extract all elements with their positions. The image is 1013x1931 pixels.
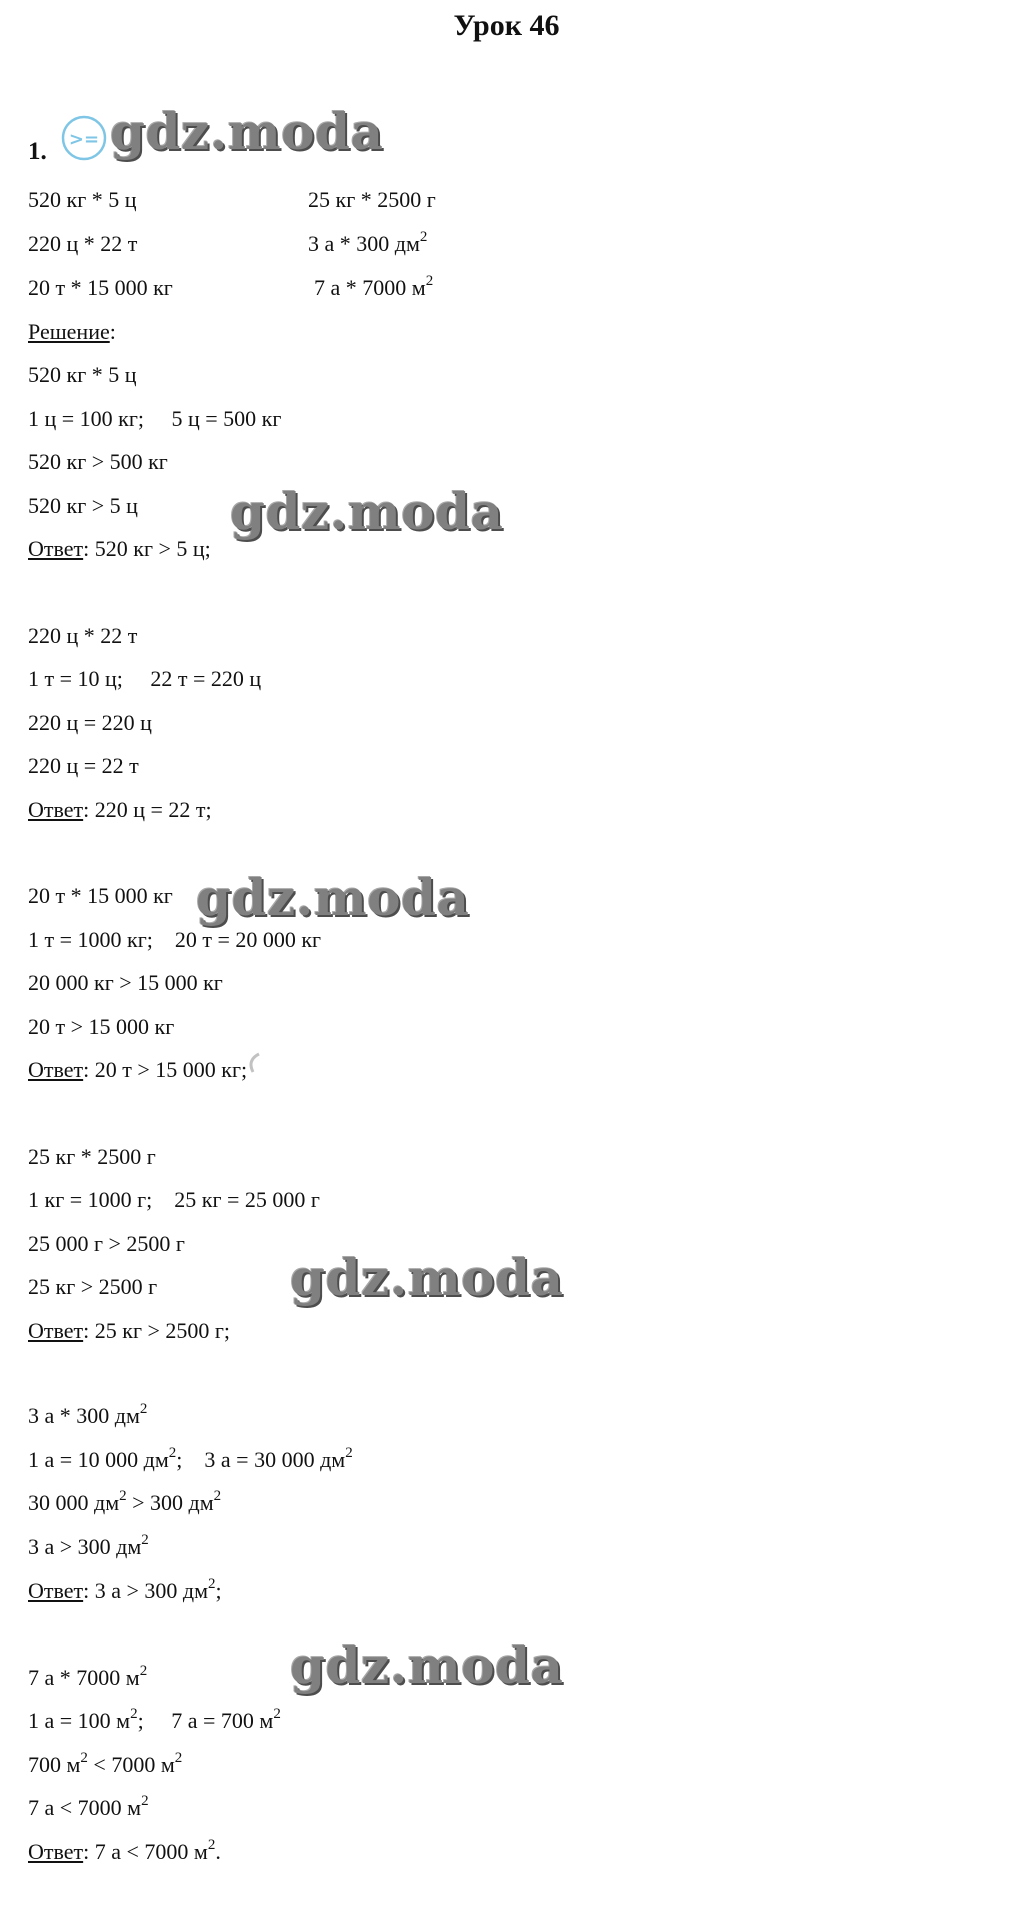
watermark: gdz.moda <box>110 102 384 161</box>
solution-line: 3 а * 300 $дм^2$ <box>28 1400 148 1428</box>
watermark: gdz.moda <box>290 1248 564 1307</box>
smudge-mark-icon <box>247 1052 263 1076</box>
solution-line: 3 а > 300 $дм^2$ <box>28 1531 149 1559</box>
solution-line: 1 ц = 100 кг; 5 ц = 500 кг <box>28 406 282 431</box>
solution-heading: Решение: <box>28 319 116 344</box>
comparison-right: 25 кг * 2500 г <box>308 187 436 212</box>
solution-line: 220 ц * 22 т <box>28 623 138 648</box>
solution-line: 700 $м^2 < 7000$ $м^2$ <box>28 1749 183 1777</box>
solution-line: 7 а < 7000 $м^2$ <box>28 1792 149 1820</box>
solution-line: 1 т = 10 ц; 22 т = 220 ц <box>28 666 262 691</box>
answer-line: Ответ: 7 а < 7000 $м^2$. <box>28 1836 221 1864</box>
logo-glyph: >= <box>68 129 100 150</box>
solution-line: 7 а * 7000 $м^2$ <box>28 1662 148 1690</box>
task-number: 1. <box>28 138 47 165</box>
answer-line: Ответ: 220 ц = 22 т; <box>28 797 212 822</box>
solution-line: 25 кг > 2500 г <box>28 1274 158 1299</box>
watermark: gdz.moda <box>230 482 504 541</box>
solution-line: 1 а = 100 $м^2$; 7 а = 700 $м^2$ <box>28 1705 281 1733</box>
solution-line: 20 т > 15 000 кг <box>28 1014 175 1039</box>
solution-line: 220 ц = 22 т <box>28 753 139 778</box>
solution-line: 520 кг > 500 кг <box>28 449 168 474</box>
comparison-right: 3 а * 300 $дм^2$ <box>308 228 428 256</box>
watermark: gdz.moda <box>290 1636 564 1695</box>
lesson-title: Урок 46 <box>453 9 560 42</box>
comparison-left: 220 ц * 22 т <box>28 231 138 256</box>
answer-line: Ответ: 25 кг > 2500 г; <box>28 1318 231 1343</box>
solution-line: 20 000 кг > 15 000 кг <box>28 970 223 995</box>
solution-line: 25 000 г > 2500 г <box>28 1231 185 1256</box>
comparison-right: 7 а * 7000 $м^2$ <box>314 272 434 300</box>
solution-line: 20 т * 15 000 кг <box>28 883 173 908</box>
comparison-left: 20 т * 15 000 кг <box>28 275 173 300</box>
answer-line: Ответ: 3 а > 300 $дм^2$; <box>28 1575 222 1603</box>
solution-line: 520 кг > 5 ц <box>28 493 138 518</box>
answer-line: Ответ: 20 т > 15 000 кг; <box>28 1057 248 1082</box>
comparison-left: 520 кг * 5 ц <box>28 187 137 212</box>
compare-logo-icon <box>60 114 108 162</box>
watermark: gdz.moda <box>196 868 470 927</box>
solution-line: 30 000 $дм^2 > 300$ $дм^2$ <box>28 1487 222 1515</box>
solution-line: 25 кг * 2500 г <box>28 1144 156 1169</box>
solution-line: 1 а = 10 000 $дм^2$; 3 а = 30 000 $дм^2$ <box>28 1444 353 1472</box>
solution-line: 1 кг = 1000 г; 25 кг = 25 000 г <box>28 1187 320 1212</box>
solution-line: 220 ц = 220 ц <box>28 710 152 735</box>
solution-line: 520 кг * 5 ц <box>28 362 137 387</box>
answer-line: Ответ: 520 кг > 5 ц; <box>28 536 211 561</box>
solution-line: 1 т = 1000 кг; 20 т = 20 000 кг <box>28 927 322 952</box>
